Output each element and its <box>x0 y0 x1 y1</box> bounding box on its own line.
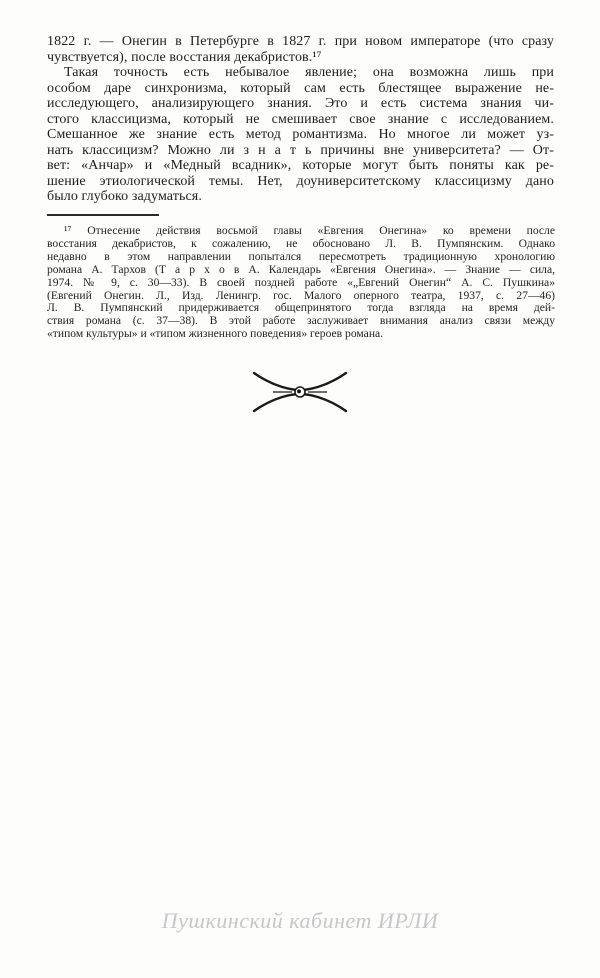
footnote-line: Л. В. Пумпянский придерживается общепринятого тогда взгляда на время дей- <box>47 301 555 315</box>
footnote-line: (Евгений Онегин. Л., Изд. Ленингр. гос. Малого оперного театра, 1937, с. 27—46) <box>47 288 555 302</box>
text-line: исследующего, анализирующего знания. Это и есть система знания чи- <box>47 96 554 111</box>
footnote-block <box>47 225 555 341</box>
text-line: чувствуется), после восстания декабристов.¹⁷ <box>47 49 322 65</box>
footnote-line: «типом культуры» и «типом жизненного поведения» героев романа. <box>47 327 384 341</box>
paragraph <box>47 65 554 205</box>
footnote-line: романа А. Тархов (Т а р х о в А. Календарь «Евгения Онегина». — Знание — сила, <box>47 262 555 276</box>
footnote-line: 1974. № 9, с. 30—33). В своей поздней работе «„Евгений Онегин“ А. С. Пушкина» <box>47 275 555 289</box>
text-line: особом даре синхронизма, который сам есть блестящее выражение не- <box>47 80 554 96</box>
watermark-text: Пушкинский кабинет ИРЛИ <box>161 908 439 933</box>
text-line: нать классицизм? Можно ли з н а т ь причины вне университета? — От- <box>47 142 554 158</box>
footnote-separator <box>47 214 159 216</box>
paragraph <box>47 34 554 65</box>
text-line: Такая точность есть небывалое явление; она возможна лишь при <box>64 65 554 80</box>
text-line: было глубоко задуматься. <box>47 189 202 204</box>
text-line: Смешанное же знание есть метод романтизма. Но многое ли может уз- <box>47 127 554 142</box>
text-line: стого классицизма, который не смешивает свое знание с исследованием. <box>47 111 554 127</box>
text-line: шение этиологической темы. Нет, доуниверситетскому классицизму дано <box>47 173 554 189</box>
main-text-block <box>47 34 554 205</box>
footnote-line: ствия романа (с. 37—38). В этой работе заслуживает внимания анализ связи между <box>47 314 555 328</box>
text-line: вет: «Анчар» и «Медный всадник», которые могут быть поняты как ре- <box>47 158 554 173</box>
printers-ornament-icon <box>252 370 348 414</box>
footnote-line: ¹⁷ Отнесение действия восьмой главы «Евгения Онегина» ко времени после <box>64 224 555 237</box>
text-line: 1822 г. — Онегин в Петербурге в 1827 г. при новом императоре (что сразу <box>47 34 554 49</box>
footnote-line: недавно в этом направлении попытался пересмотреть традиционную хронологию <box>47 249 555 263</box>
footnote-line: восстания декабристов, к сожалению, не обосновано Л. В. Пумпянским. Однако <box>47 236 555 250</box>
